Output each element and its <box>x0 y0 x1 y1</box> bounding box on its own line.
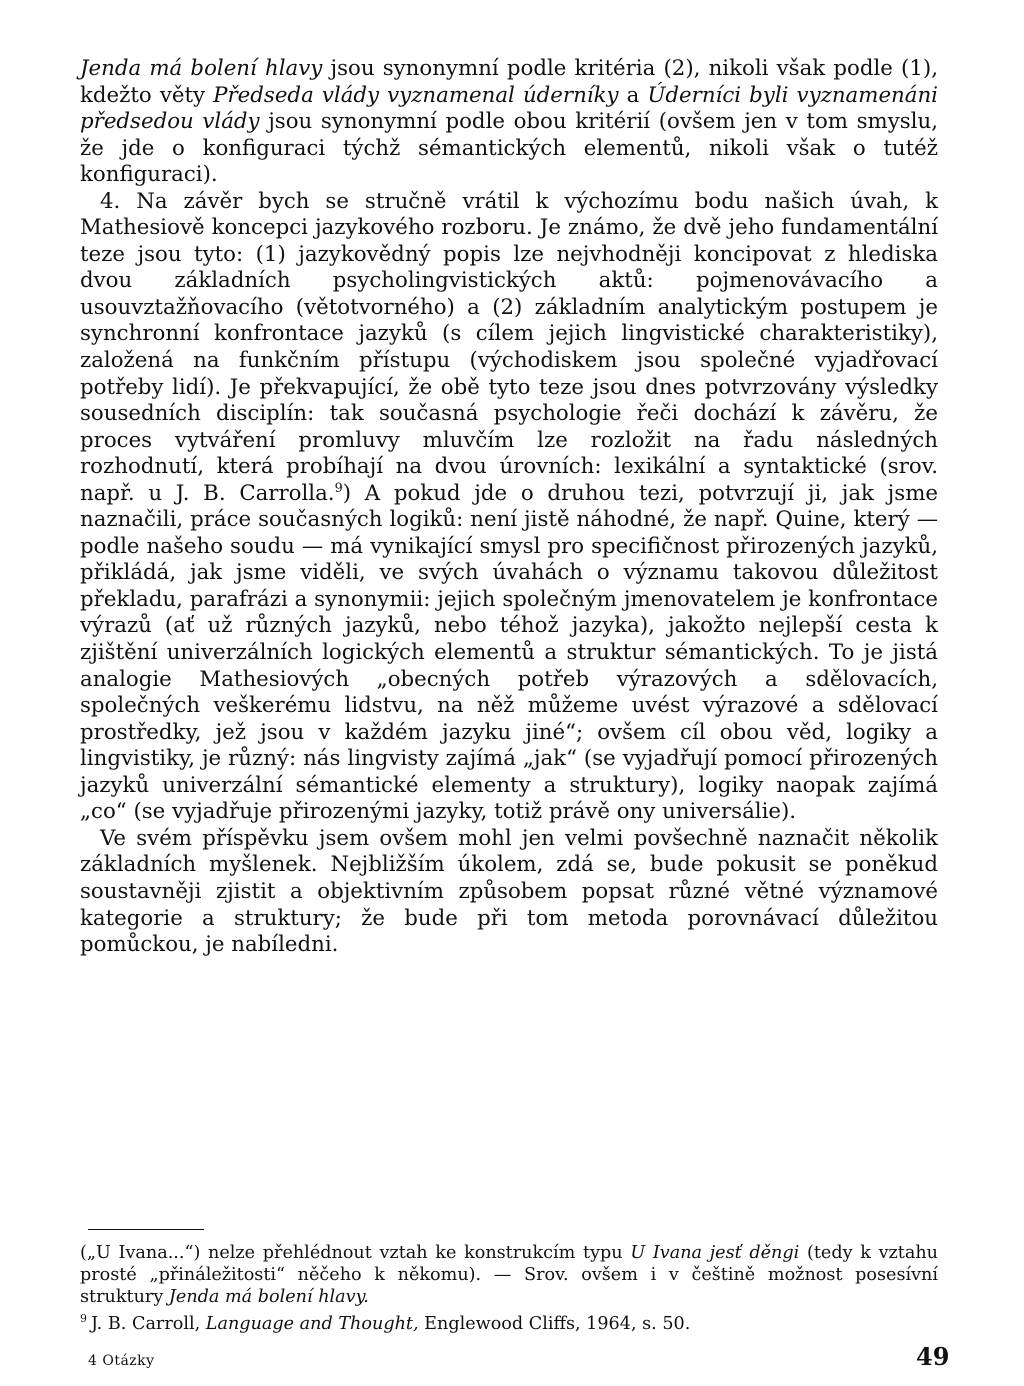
footnote-continuation: („U Ivana...“) nelze přehlédnout vztah ke konstrukcím typu U Ivana jesť děngi (tedy k vztahu prosté „přináležitosti“ něčeho k někomu). — Srov. ovšem i v češtině možnost posesívní struktury Jenda má bolení hlavy. <box>80 1243 938 1307</box>
paragraph-3: Ve svém příspěvku jsem ovšem mohl jen velmi povšechně naznačit několik základních myšlenek. Nejbližším úkolem, zdá se, bude pokusit se poněkud soustavněji zjistit a objektivním způsobem popsat různé větné významové kategorie a struktury; že bude při tom metoda porovnávací důležitou pomůckou, je nabíledni. <box>80 825 938 958</box>
footnote-divider <box>88 1229 204 1230</box>
example-sentence: Úderníci byli vyznamenáni předsedou vlády <box>80 82 938 135</box>
paragraph-2: 4. Na závěr bych se stručně vrátil k výchozímu bodu našich úvah, k Mathesiově koncepci jazykového rozboru. Je známo, že dvě jeho fundamentální teze jsou tyto: (1) jazykovědný popis lze nejvhodněji koncipovat z hlediska dvou základních psycholingvistických aktů: pojmenovávacího a usouvztažňovacího (větotvorného) a (2) základním analytickým postupem je synchronní konfrontace jazyků (s cílem jejich lingvistické charakteristiky), založená na funkčním přístupu (východiskem jsou společné vyjadřovací potřeby lidí). Je překvapující, že obě tyto teze jsou dnes potvrzovány výsledky sousedních disciplín: tak současná psychologie řeči dochází k závěru, že proces vytváření promluvy mluvčím lze rozložit na řadu následných rozhodnutí, která probíhají na dvou úrovních: lexikální a syntaktické (srov. např. u J. B. Carrolla.$^9$) A pokud jde o druhou tezi, potvrzují ji, jak jsme naznačili, práce současných logiků: není jistě náhodné, že např. Quine, který — podle našeho soudu — má vynikající smysl pro specifičnost přirozených jazyků, přikládá, jak jsme viděli, ve svých úvahách o významu takovou důležitost překladu, parafrázi a synonymii: jejich společným jmenovatelem je konfrontace výrazů (ať už různých jazyků, nebo téhož jazyka), jakožto nejlepší cesta k zjištění univerzálních logických elementů a struktur sémantických. To je jistá analogie Mathesiových „obecných potřeb výrazových a sdělovacích, společných veškerému lidstvu, na něž můžeme uvést výrazové a sdělovací prostředky, jež jsou v každém jazyku jiné“; ovšem cíl obou věd, logiky a lingvistiky, je různý: nás lingvisty zajímá „jak“ (se vyjadřují pomocí přirozených jazyků univerzální sémantické elementy a struktury), logiky naopak zajímá „co“ (se vyjadřuje přirozenými jazyky, totiž právě ony universálie). <box>80 188 938 825</box>
example-sentence: Jenda má bolení hlavy <box>80 56 323 81</box>
paragraph-1: Jenda má bolení hlavy jsou synonymní podle kritéria (2), nikoli však podle (1), kdežto věty Předseda vlády vyznamenal úderníky a Úderníci byli vyznamenáni předsedou vlády jsou synonymní podle obou kritérií (ovšem jen v tom smyslu, že jde o konfiguraci týchž sémantických elementů, nikoli však o tutéž konfiguraci). <box>80 56 938 188</box>
printer-signature: 4 Otázky <box>88 1353 155 1369</box>
footnote-9: $^9$ J. B. Carroll, Language and Thought, Englewood Cliffs, 1964, s. 50. <box>80 1312 691 1334</box>
footnote-mark: 9 <box>80 1312 87 1325</box>
footnotes <box>80 1242 938 1335</box>
footnote-ref: 9 <box>334 480 343 496</box>
page-number: 49 <box>916 1342 950 1371</box>
main-text <box>80 56 938 959</box>
example-sentence: Předseda vlády vyznamenal úderníky <box>213 82 619 108</box>
